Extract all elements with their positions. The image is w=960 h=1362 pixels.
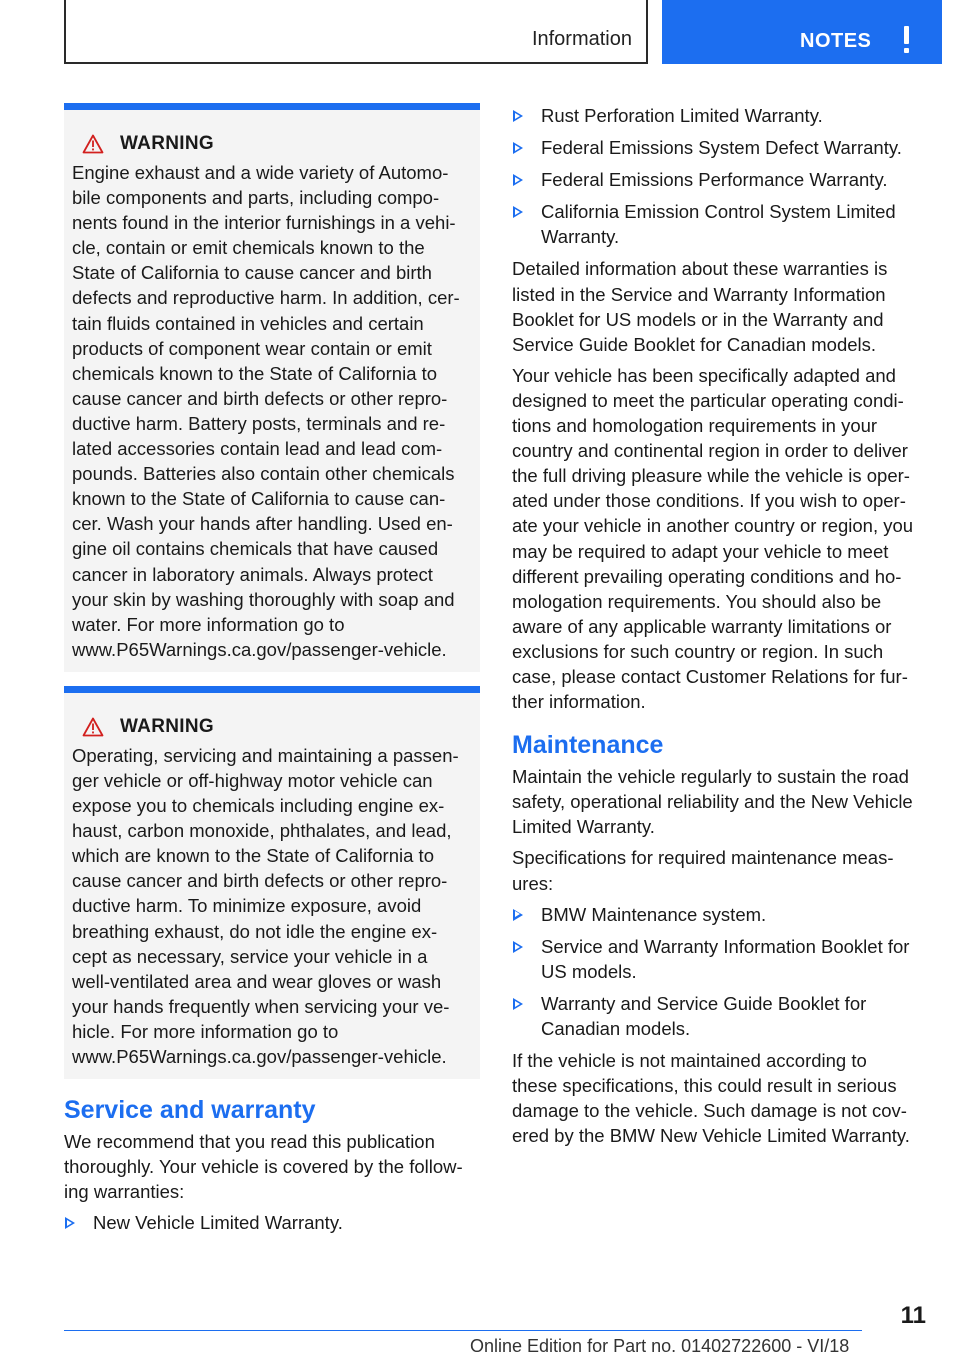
text-line: known to the State of California to cause can- xyxy=(72,488,446,510)
text-line: Operating, servicing and maintaining a passen- xyxy=(72,744,459,766)
text-line: safety, operational reliability and the New Vehicle xyxy=(512,791,913,813)
list-item xyxy=(512,902,928,927)
text-line: damage to the vehicle. Such damage is not cov- xyxy=(512,1100,907,1122)
text-line: thoroughly. Your vehicle is covered by the follow- xyxy=(64,1156,463,1178)
section-heading-service: Service and warranty xyxy=(64,1096,316,1125)
text-line: cept as necessary, service your vehicle in a xyxy=(72,945,428,967)
warning-box-2 xyxy=(64,686,480,1079)
text-line: cer. Wash your hands after handling. Used en- xyxy=(72,513,453,535)
text-line: designed to meet the particular operating condi- xyxy=(512,389,904,411)
text-line: well-ventilated area and wear gloves or wash xyxy=(72,970,442,992)
text-line: nents found in the interior furnishings in a vehi- xyxy=(72,212,456,234)
text-line: tain fluids contained in vehicles and certain xyxy=(72,312,424,334)
right-column xyxy=(512,103,928,1154)
triangle-bullet-icon xyxy=(513,206,523,218)
text-line: If the vehicle is not maintained according to xyxy=(512,1050,867,1072)
list-item-text: Canadian models. xyxy=(541,1018,691,1039)
text-line: bile components and parts, including compo- xyxy=(72,187,440,209)
page-number: 11 xyxy=(900,1302,926,1329)
text-line: different prevailing operating conditions and ho- xyxy=(512,565,902,587)
list-item-text: Federal Emissions Performance Warranty. xyxy=(541,169,888,191)
text-line: may be required to adapt your vehicle to meet xyxy=(512,540,889,562)
triangle-bullet-icon xyxy=(513,909,523,921)
list-item-text: US models. xyxy=(541,960,637,982)
text-line: cle, contain or emit chemicals known to the xyxy=(72,237,425,259)
footer-divider xyxy=(64,1330,862,1331)
list-item-text: Warranty and Service Guide Booklet for xyxy=(541,992,867,1014)
bullet-list xyxy=(512,902,928,1041)
text-line: ures: xyxy=(512,872,554,894)
list-item xyxy=(512,103,928,128)
text-line: chemicals known to the State of California to xyxy=(72,362,438,384)
text-line: cause cancer and birth defects or other repro- xyxy=(72,870,448,892)
text-line: hicle. For more information go to xyxy=(72,1020,339,1042)
text-line: State of California to cause cancer and birth xyxy=(72,262,432,284)
bullet-list xyxy=(64,1210,480,1235)
triangle-bullet-icon xyxy=(513,998,523,1010)
edition-note: Online Edition for Part no. 01402722600 - VI/18 xyxy=(470,1336,850,1356)
text-line: Detailed information about these warranties is xyxy=(512,258,888,280)
text-line: breathing exhaust, do not idle the engine ex- xyxy=(72,920,438,942)
notes-label: NOTES xyxy=(800,30,872,52)
list-item xyxy=(64,1210,480,1235)
list-item xyxy=(512,199,928,249)
text-line: ered by the BMW New Vehicle Limited Warranty. xyxy=(512,1125,910,1147)
text-line: cancer in laboratory animals. Always protect xyxy=(72,563,433,585)
list-item xyxy=(512,934,928,984)
text-line: gine oil contains chemicals that have caused xyxy=(72,538,439,560)
bullet-list xyxy=(512,103,928,249)
list-item-text: Warranty. xyxy=(541,226,620,248)
text-line: Maintain the vehicle regularly to sustain the road xyxy=(512,766,909,788)
list-item-text: Service and Warranty Information Booklet for xyxy=(541,935,910,957)
text-line: www.P65Warnings.ca.gov/passenger-vehicle. xyxy=(72,1046,447,1067)
paragraph xyxy=(512,363,928,714)
paragraph xyxy=(64,1129,480,1204)
list-item-text: BMW Maintenance system. xyxy=(541,903,767,925)
list-item-text: Rust Perforation Limited Warranty. xyxy=(541,105,823,126)
text-line: We recommend that you read this publication xyxy=(64,1131,435,1153)
text-line: country and continental region in order to deliver xyxy=(512,440,908,462)
section-heading-maintenance: Maintenance xyxy=(512,731,664,760)
warning-triangle-icon xyxy=(82,717,104,737)
text-line: ing warranties: xyxy=(64,1181,185,1203)
warning-text xyxy=(72,743,470,1069)
exclamation-icon xyxy=(902,26,910,56)
text-line: tions and homologation requirements in your xyxy=(512,415,878,437)
text-line: Booklet for US models or in the Warranty and xyxy=(512,308,884,330)
list-item xyxy=(512,135,928,160)
triangle-bullet-icon xyxy=(513,174,523,186)
text-line: your skin by washing thoroughly with soap and xyxy=(72,588,455,610)
triangle-bullet-icon xyxy=(513,941,523,953)
list-item-text: Federal Emissions System Defect Warranty. xyxy=(541,137,902,159)
text-line: exclusions for such country or region. In such xyxy=(512,640,884,662)
section-title: Information xyxy=(531,28,632,50)
text-line: aware of any applicable warranty limitations or xyxy=(512,615,892,637)
text-line: water. For more information go to xyxy=(72,613,345,635)
list-item xyxy=(512,991,928,1041)
triangle-bullet-icon xyxy=(513,142,523,154)
text-line: listed in the Service and Warranty Information xyxy=(512,283,886,305)
text-line: ger vehicle or off-highway motor vehicle can xyxy=(72,769,433,791)
text-line: Limited Warranty. xyxy=(512,816,655,838)
text-line: expose you to chemicals including engine ex- xyxy=(72,795,445,817)
text-line: which are known to the State of California to xyxy=(72,845,434,867)
list-item-text: California Emission Control System Limited xyxy=(541,201,896,223)
paragraph xyxy=(512,256,928,356)
text-line: defects and reproductive harm. In addition, cer- xyxy=(72,287,460,309)
text-line: Your vehicle has been specifically adapted and xyxy=(512,364,896,386)
paragraph xyxy=(512,845,928,895)
text-line: lated accessories contain lead and lead com- xyxy=(72,438,443,460)
text-line: Service Guide Booklet for Canadian models. xyxy=(512,333,877,355)
text-line: case, please contact Customer Relations for fur- xyxy=(512,665,908,687)
text-line: haust, carbon monoxide, phthalates, and lead, xyxy=(72,820,452,842)
warning-text xyxy=(72,160,470,662)
warning-triangle-icon xyxy=(82,134,104,154)
warning-title: WARNING xyxy=(120,133,214,154)
notes-tab[interactable] xyxy=(662,0,942,64)
text-line: cause cancer and birth defects or other repro- xyxy=(72,387,448,409)
warning-box-1 xyxy=(64,103,480,672)
header-section-box xyxy=(64,0,648,64)
text-line: mologation requirements. You should also be xyxy=(512,590,882,612)
paragraph xyxy=(512,1048,928,1148)
text-line: ductive harm. To minimize exposure, avoid xyxy=(72,895,422,917)
text-line: ate your vehicle in another country or region, you xyxy=(512,515,914,537)
left-column xyxy=(64,103,480,1242)
text-line: products of component wear contain or emit xyxy=(72,337,432,359)
list-item xyxy=(512,167,928,192)
triangle-bullet-icon xyxy=(513,110,523,122)
triangle-bullet-icon xyxy=(65,1217,75,1229)
text-line: www.P65Warnings.ca.gov/passenger-vehicle. xyxy=(72,638,447,660)
text-line: Engine exhaust and a wide variety of Automo- xyxy=(72,162,449,183)
text-line: pounds. Batteries also contain other chemicals xyxy=(72,463,455,485)
text-line: ther information. xyxy=(512,691,646,713)
paragraph xyxy=(512,764,928,839)
text-line: your hands frequently when servicing your ve- xyxy=(72,995,450,1017)
text-line: the full driving pleasure while the vehicle is oper- xyxy=(512,465,910,487)
text-line: Specifications for required maintenance meas- xyxy=(512,847,894,869)
text-line: ductive harm. Battery posts, terminals and re- xyxy=(72,412,446,434)
text-line: ated under those conditions. If you wish to oper- xyxy=(512,490,906,512)
warning-title: WARNING xyxy=(120,715,214,737)
list-item-text: New Vehicle Limited Warranty. xyxy=(93,1212,343,1234)
text-line: these specifications, this could result in serious xyxy=(512,1075,897,1097)
